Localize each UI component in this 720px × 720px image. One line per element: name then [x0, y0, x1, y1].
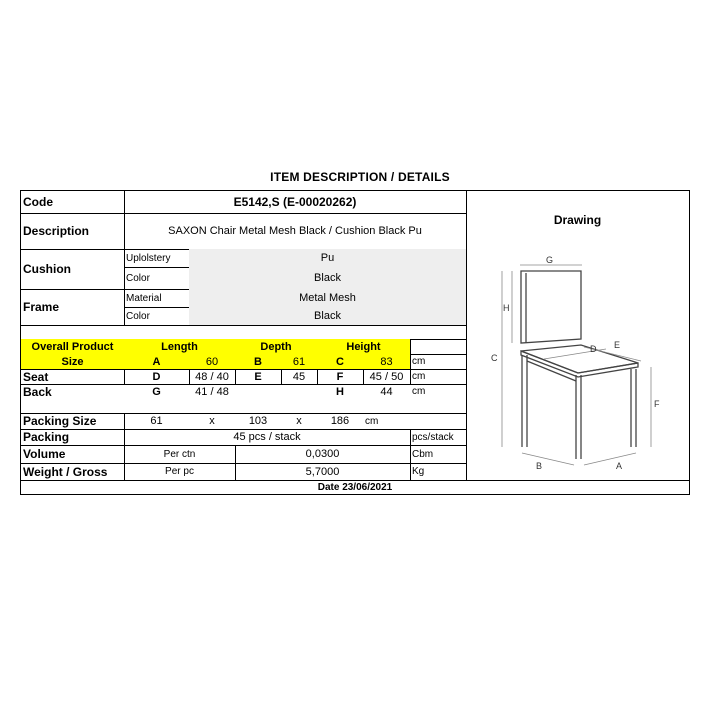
back-label: Back — [23, 384, 52, 399]
description-label: Description — [23, 224, 90, 238]
seat-unit: cm — [412, 371, 426, 382]
upholstery-label: Uplolstery — [126, 252, 171, 264]
packing-label: Packing — [23, 430, 70, 444]
frame-material-label: Material — [126, 292, 162, 304]
overall-size-label-line1: Overall Product — [31, 340, 114, 353]
dim-c-letter: C — [336, 355, 344, 368]
frame-color-value: Black — [189, 307, 466, 325]
cushion-color-value: Black — [189, 267, 466, 289]
dim-b-line — [522, 453, 574, 465]
upholstery-value: Pu — [189, 249, 466, 267]
dim-a-letter: A — [152, 355, 161, 368]
packing-size-unit: cm — [365, 415, 379, 427]
seat-label: Seat — [23, 369, 49, 384]
weight-sub: Per pc — [165, 466, 194, 477]
dim-h-letter: H — [336, 385, 344, 398]
item-details-sheet — [20, 190, 690, 495]
dim-c-value: 83 — [380, 355, 393, 368]
packing-unit: pcs/stack — [412, 431, 454, 443]
chair-crossbar — [527, 361, 576, 381]
dim-g-label: G — [546, 255, 554, 265]
volume-unit: Cbm — [412, 448, 434, 460]
weight-label: Weight / Gross — [23, 464, 108, 479]
code-label: Code — [23, 195, 53, 209]
weight-unit: Kg — [412, 466, 425, 477]
dim-b-letter: B — [254, 355, 262, 368]
dim-h-label: H — [503, 303, 510, 313]
dim-b-value: 61 — [292, 355, 306, 368]
description-value: SAXON Chair Metal Mesh Black / Cushion Black Pu — [168, 225, 422, 237]
cushion-label: Cushion — [23, 262, 71, 276]
frame-label: Frame — [23, 300, 60, 314]
depth-header: Depth — [260, 340, 292, 353]
chair-drawing — [466, 251, 689, 471]
dim-e-label: E — [614, 340, 621, 350]
weight-value: 5,7000 — [305, 465, 340, 478]
overall-size-label-line2: Size — [61, 355, 84, 368]
overall-unit: cm — [412, 356, 426, 367]
dim-f-value: 45 / 50 — [369, 370, 404, 383]
dim-a-value: 60 — [205, 355, 219, 368]
dim-h-value: 44 — [380, 385, 393, 398]
chair-seat-edge — [521, 351, 638, 377]
page-title: ITEM DESCRIPTION / DETAILS — [270, 170, 450, 184]
packing-size-height: 186 — [330, 415, 350, 427]
dim-e-value: 45 — [292, 370, 306, 383]
dim-b-label: B — [536, 461, 543, 471]
volume-value: 0,0300 — [305, 448, 340, 460]
code-value: E5142,S (E-00020262) — [233, 195, 357, 209]
packing-size-label: Packing Size — [23, 414, 97, 428]
volume-sub: Per ctn — [163, 448, 196, 460]
dim-c-label: C — [491, 353, 498, 363]
height-header: Height — [346, 340, 381, 353]
chair-seat — [521, 345, 638, 373]
dim-g-letter: G — [152, 385, 161, 398]
packing-size-x1: x — [209, 415, 215, 427]
length-header: Length — [161, 340, 198, 353]
dim-d-value: 48 / 40 — [195, 370, 229, 383]
dim-d-label: D — [590, 344, 597, 354]
dim-f-label: F — [654, 399, 660, 409]
dim-g-value: 41 / 48 — [195, 385, 229, 398]
cushion-color-label: Color — [126, 272, 150, 284]
packing-size-width: 103 — [248, 415, 268, 427]
chair-backrest — [521, 271, 581, 343]
packing-value: 45 pcs / stack — [233, 431, 301, 443]
drawing-title: Drawing — [553, 213, 602, 227]
dim-a-label: A — [616, 461, 623, 471]
dim-f-letter: F — [336, 370, 344, 383]
dim-a-line — [584, 453, 636, 465]
frame-color-label: Color — [126, 310, 150, 322]
packing-size-x2: x — [296, 415, 302, 427]
back-unit: cm — [412, 386, 426, 397]
volume-label: Volume — [23, 447, 66, 461]
dim-d-letter: D — [152, 370, 161, 383]
date-footer: Date 23/06/2021 — [317, 481, 393, 493]
packing-size-length: 61 — [150, 415, 163, 427]
dim-e-letter: E — [254, 370, 262, 383]
frame-material-value: Metal Mesh — [189, 289, 466, 307]
